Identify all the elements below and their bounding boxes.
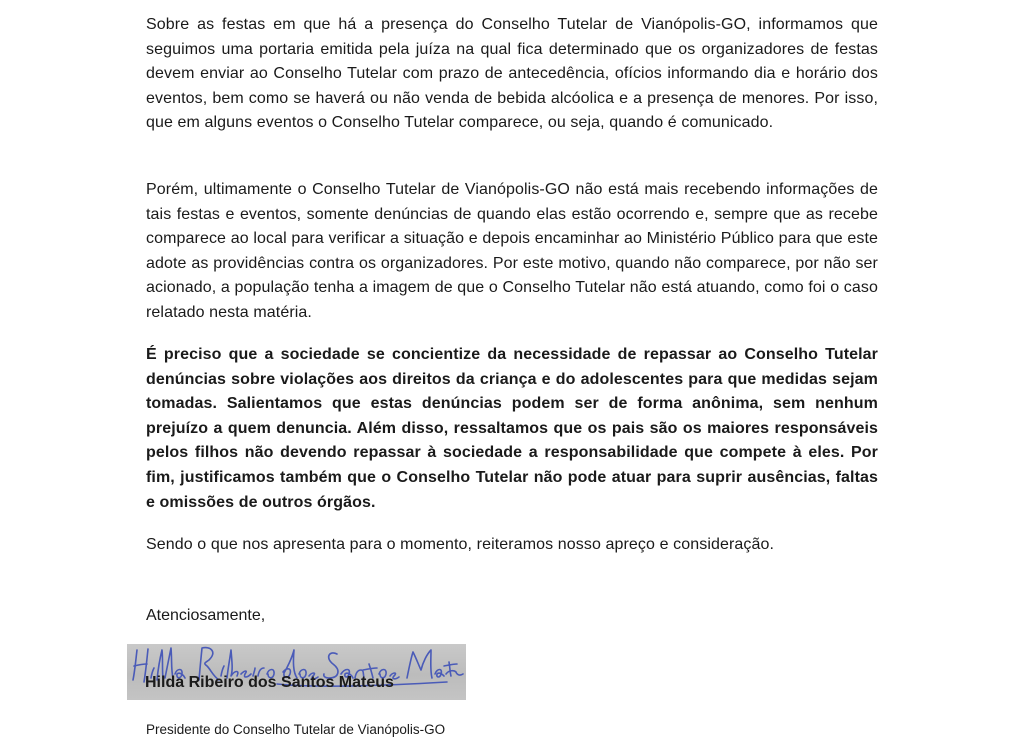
closing-salutation: Atenciosamente, bbox=[146, 607, 266, 624]
paragraph-festas-portaria: Sobre as festas em que há a presença do Conselho Tutelar de Vianópolis-GO, informamos que seguimos uma portaria emitida pela juíza na qual fica determinado que os organizadores de festas devem enviar ao Conselho Tutelar com prazo de antecedência, ofícios informando dia e horário dos eventos, bem como se haverá ou não venda de bebida alcóolica e a presença de menores. Por isso, que em alguns eventos o Conselho Tutelar comparece, ou seja, quando é comunicado. bbox=[146, 16, 878, 132]
paragraph-consideracao: Sendo o que nos apresenta para o momento, reiteramos nosso apreço e consideração. bbox=[146, 536, 775, 553]
paragraph-falta-informacoes: Porém, ultimamente o Conselho Tutelar de Vianópolis-GO não está mais recebendo informações de tais festas e eventos, somente denúncias de quando elas estão ocorrendo e, sempre que as recebe comparece ao local para verificar a situação e depois encaminhar ao Ministério Público para que este adote as providências contra os organizadores. Por este motivo, quando não comparece, por não ser acionado, a população tenha a imagem de que o Conselho Tutelar não está atuando, como foi o caso relatado nesta matéria. bbox=[146, 181, 878, 321]
paragraph-apelo-sociedade: É preciso que a sociedade se concientize da necessidade de repassar ao Conselho Tutelar denúncias sobre violações aos direitos da criança e do adolescentes para que medidas sejam tomadas. Salientamos que estas denúncias podem ser de forma anônima, sem nenhum prejuízo a quem denuncia. Além disso, ressaltamos que os pais são os maiores responsáveis pelos filhos não devendo repassar à sociedade a responsabilidade que compete à eles. Por fim, justificamos também que o Conselho Tutelar não pode atuar para suprir ausências, faltas e omissões de outros órgãos. bbox=[146, 346, 878, 511]
signatory-role: Presidente do Conselho Tutelar de Vianópolis-GO bbox=[146, 722, 446, 737]
signature-block bbox=[127, 644, 466, 700]
signature-name: Hilda Ribeiro dos Santos Mateus bbox=[145, 674, 394, 691]
